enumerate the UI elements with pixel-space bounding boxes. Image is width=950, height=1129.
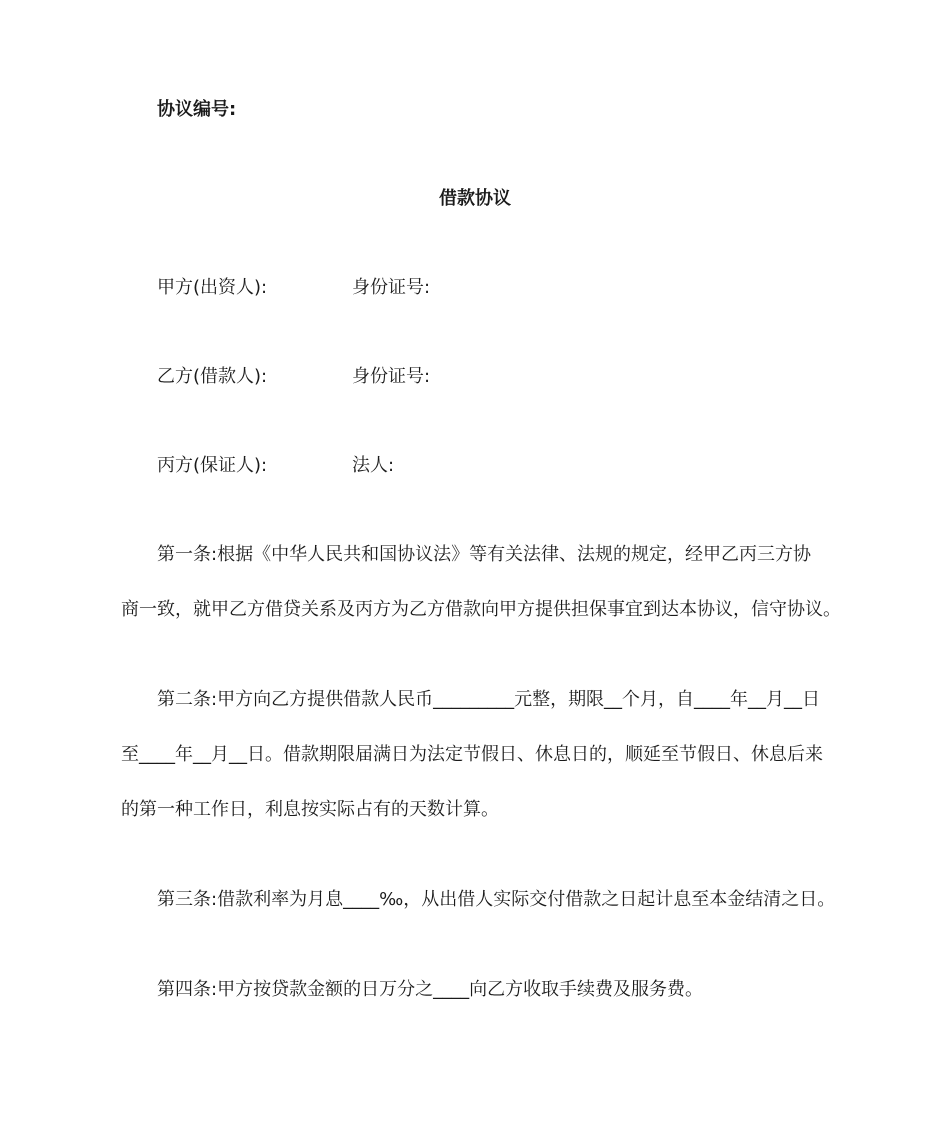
party-c-legal-person-label: 法人: xyxy=(352,455,395,476)
document-title: 借款协议 xyxy=(439,188,511,209)
article-3: 第三条:借款利率为月息____‰，从出借人实际交付借款之日起计息至本金结清之日。 xyxy=(157,889,836,910)
party-a-label: 甲方(出资人): xyxy=(157,277,268,298)
article-2-line-3: 的第一种工作日，利息按实际占有的天数计算。 xyxy=(121,799,499,820)
article-2-line-1: 第二条:甲方向乙方提供借款人民币_________元整，期限__个月，自____年__月__日 xyxy=(157,689,821,710)
article-1-line-1: 第一条:根据《中华人民共和国协议法》等有关法律、法规的规定，经甲乙丙三方协 xyxy=(157,544,812,565)
party-b-label: 乙方(借款人): xyxy=(157,366,268,387)
party-c-label: 丙方(保证人): xyxy=(157,455,268,476)
article-4: 第四条:甲方按贷款金额的日万分之____向乙方收取手续费及服务费。 xyxy=(157,979,704,1000)
article-1-line-2: 商一致，就甲乙方借贷关系及丙方为乙方借款向甲方提供担保事宜到达本协议，信守协议。 xyxy=(121,599,841,620)
agreement-number-label: 协议编号: xyxy=(157,99,237,120)
article-2-line-2: 至____年__月__日。借款期限届满日为法定节假日、休息日的，顺延至节假日、休息后来 xyxy=(121,744,823,765)
party-b-id-label: 身份证号: xyxy=(352,366,431,387)
party-a-id-label: 身份证号: xyxy=(352,277,431,298)
